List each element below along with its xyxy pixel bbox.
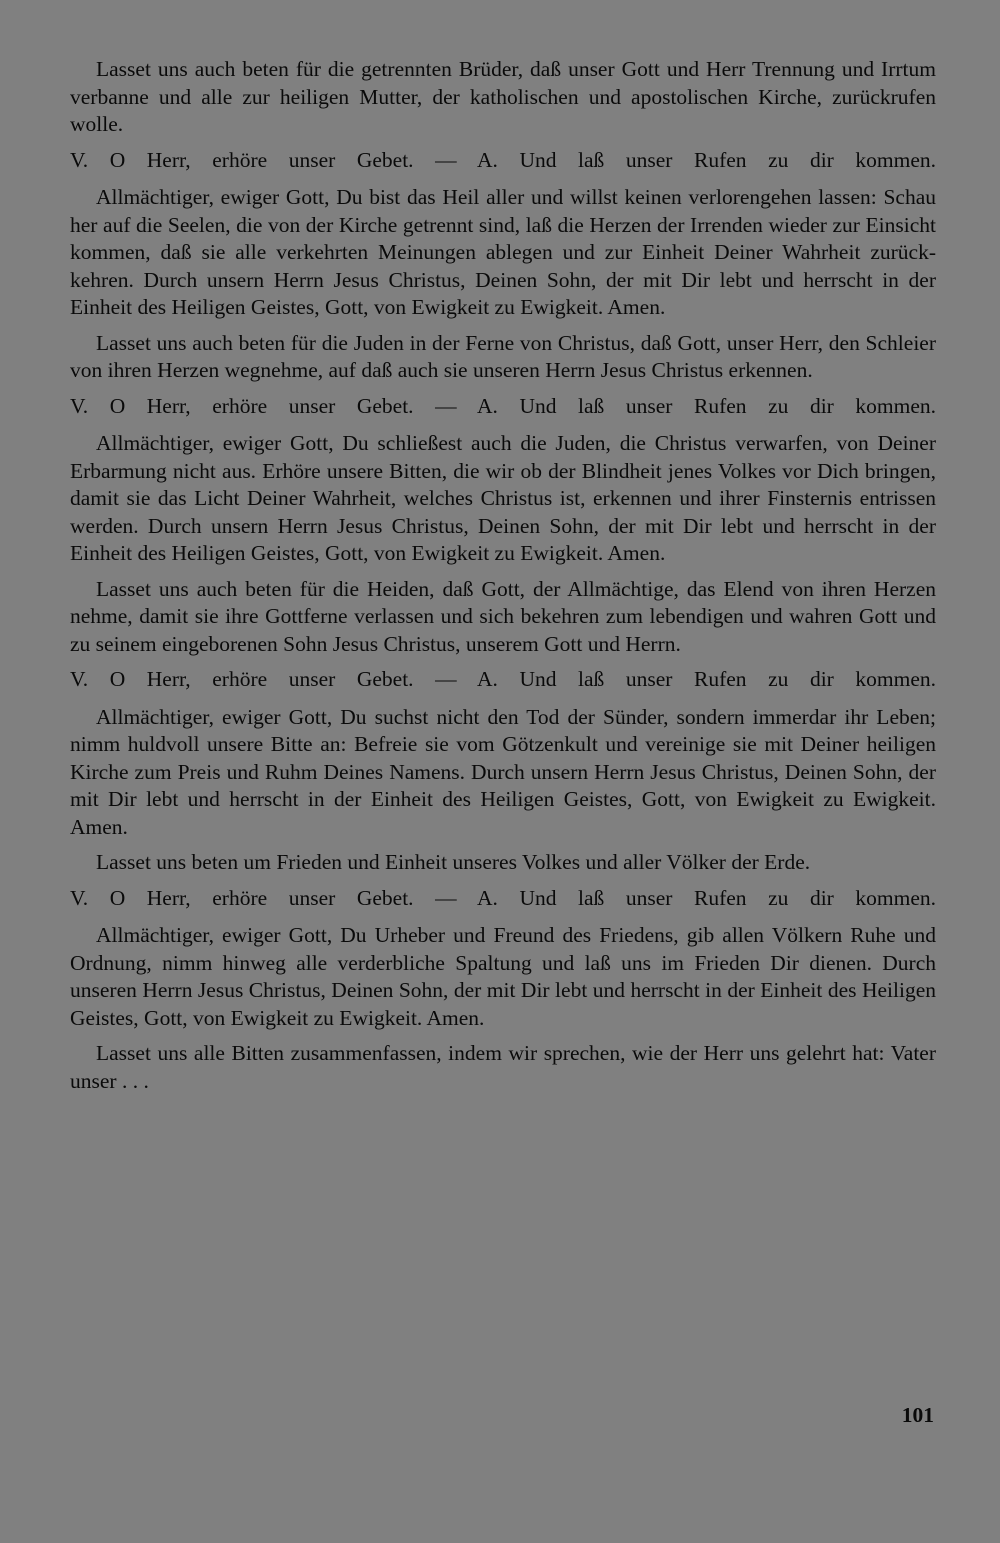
- prayer-peace-collect: Allmächtiger, ewiger Gott, Du Urheber und Freund des Friedens, gib allen Völkern Ruhe und Ordnung, nimm hinweg alle verderbliche Spaltung und laß uns im Frieden Dir dienen. Durch unseren Herrn Jesus Christus, Deinen Sohn, der mit Dir lebt und herrscht in der Einheit des Heiligen Geistes, Gott, von Ewigkeit zu Ewigkeit. Amen.: [70, 923, 936, 1030]
- versicle-response: V. O Herr, erhöre unser Gebet. — A. Und laß unser Rufen zu dir kommen.: [70, 885, 936, 910]
- prayer-jews-collect: Allmächtiger, ewiger Gott, Du schließest auch die Juden, die Christus verwarfen, von Deiner Erbarmung nicht aus. Erhöre unsere Bitten, die wir ob der Blindheit jenes Volkes vor Dich bringen, damit sie das Licht Deiner Wahrheit, welches Christus ist, erkennen und ihrer Finsternis entrissen werden. Durch unsern Herrn Jesus Christus, Deinen Sohn, der mit Dir lebt und herrscht in der Einheit des Heiligen Geistes, Gott, von Ewigkeit zu Ewigkeit. Amen.: [70, 431, 936, 565]
- versicle-response: V. O Herr, erhöre unser Gebet. — A. Und laß unser Rufen zu dir kommen.: [70, 147, 936, 172]
- prayer-jews-intro: Lasset uns auch beten für die Juden in der Ferne von Christus, daß Gott, unser Herr, den Schleier von ihren Herzen wegnehme, auf daß auch sie unseren Herrn Jesus Christus erkennen.: [70, 330, 936, 382]
- prayer-separated-brothers-intro: Lasset uns auch beten für die getrennten Brüder, daß unser Gott und Herr Trennung und Irrtum verbanne und alle zur heiligen Mutter, der katholischen und apostolischen Kirche, zurückrufen wolle.: [70, 57, 936, 136]
- prayer-separated-brothers-collect: Allmächtiger, ewiger Gott, Du bist das Heil aller und willst keinen verlorengehen lassen: Schau her auf die Seelen, die von der Kirche getrennt sind, laß die Herzen der Irrenden wieder zur Einsicht kommen, daß sie alle verkehrten Meinungen ablegen und zur Einheit Deiner Wahrheit zurückkehren. Durch unsern Herrn Jesus Christus, Deinen Sohn, der mit Dir lebt und herrscht in der Einheit des Heiligen Geistes, Gott, von Ewigkeit zu Ewigkeit. Amen.: [70, 185, 936, 319]
- prayer-closing-our-father: Lasset uns alle Bitten zusammenfassen, indem wir sprechen, wie der Herr uns gelehrt hat: Vater unser . . .: [70, 1041, 936, 1093]
- prayer-peace-intro: Lasset uns beten um Frieden und Einheit unseres Volkes und aller Völker der Erde.: [96, 850, 811, 874]
- page-number: 101: [901, 1403, 934, 1427]
- versicle-response: V. O Herr, erhöre unser Gebet. — A. Und laß unser Rufen zu dir kommen.: [70, 393, 936, 418]
- prayer-heathens-collect: Allmächtiger, ewiger Gott, Du suchst nicht den Tod der Sünder, sondern immerdar ihr Leben; nimm huldvoll unsere Bitte an: Befreie sie vom Götzenkult und vereinige sie mit Deiner heiligen Kirche zum Preis und Ruhm Deines Namens. Durch unsern Herrn Jesus Christus, Deinen Sohn, der mit Dir lebt und herrscht in der Einheit des Heiligen Geistes, Gott, von Ewigkeit zu Ewigkeit. Amen.: [70, 704, 936, 839]
- page-body: [70, 56, 936, 1103]
- versicle-response: V. O Herr, erhöre unser Gebet. — A. Und laß unser Rufen zu dir kommen.: [70, 667, 936, 691]
- prayer-heathens-intro: Lasset uns auch beten für die Heiden, daß Gott, der Allmächtige, das Elend von ihren Herzen nehme, damit sie ihre Gottferne verlassen und sich bekehren zum lebendigen und wahren Gott und zu seinem eingeborenen Sohn Jesus Christus, unserem Gott und Herrn.: [70, 576, 936, 656]
